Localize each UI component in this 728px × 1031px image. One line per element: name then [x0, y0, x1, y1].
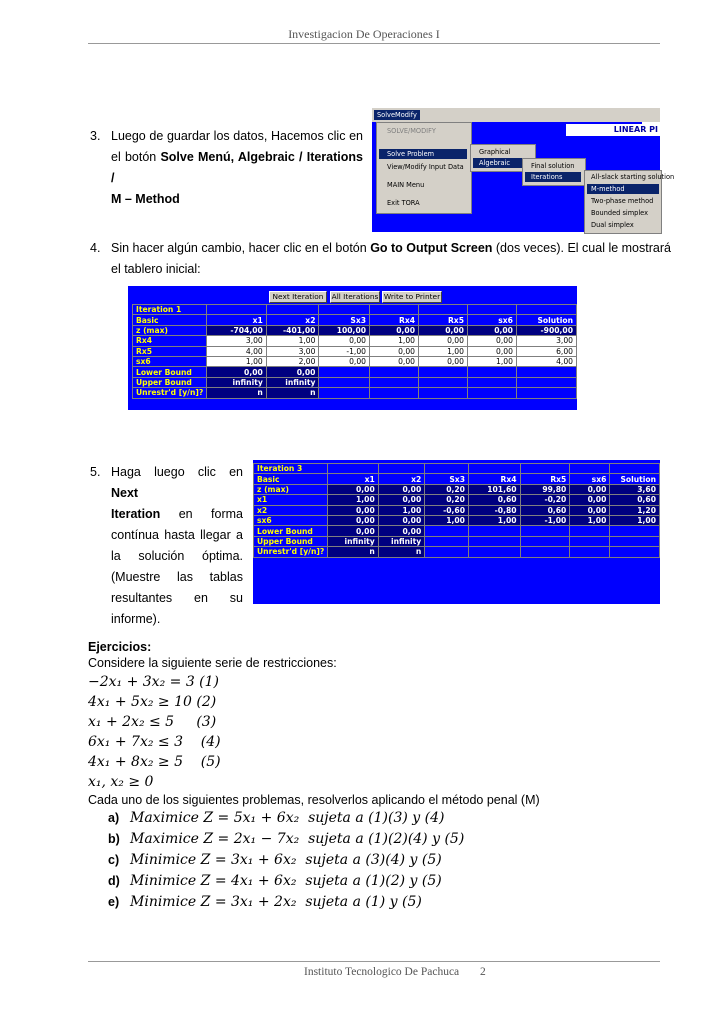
solve-menu-panel: [376, 122, 472, 214]
column-header: Basic: [254, 474, 328, 484]
column-header: Rx4: [370, 315, 419, 325]
empty-cell: [468, 464, 520, 474]
iteration3-table: [253, 463, 660, 558]
bound-label: Upper Bound: [254, 536, 328, 546]
column-header: x2: [378, 474, 424, 484]
bound-cell: 0,00: [328, 526, 379, 536]
table-cell: 99,80: [520, 484, 570, 494]
bound-cell: n: [266, 388, 319, 398]
table-row: [133, 325, 577, 335]
row-label: z (max): [133, 325, 207, 335]
table-cell: 1,00: [425, 515, 469, 525]
column-header: Rx4: [468, 474, 520, 484]
empty-cell: [467, 305, 516, 315]
bound-row: [133, 367, 577, 377]
table-cell: 6,00: [516, 346, 576, 356]
table-cell: 0,60: [520, 505, 570, 515]
problem-a: a) Maximice Z = 5x₁ + 6x₂ sujeta a (1)(3) y (4): [108, 810, 445, 826]
empty-cell: [516, 367, 576, 377]
menu-final-solution[interactable]: Final solution: [531, 162, 575, 170]
table-cell: 1,00: [378, 505, 424, 515]
column-header: Solution: [516, 315, 576, 325]
constraint-4: 6x₁ + 7x₂ ≤ 3 (4): [88, 734, 221, 750]
step5-line3: contínua hasta llegar a: [111, 528, 243, 542]
table-cell: 1,00: [370, 336, 419, 346]
iteration1-window: [128, 286, 577, 410]
empty-cell: [425, 547, 469, 557]
constraint-1: −2x₁ + 3x₂ = 3 (1): [88, 674, 220, 690]
empty-cell: [319, 367, 370, 377]
column-header: Rx5: [419, 315, 468, 325]
problem-c: c) Minimice Z = 3x₁ + 6x₂ sujeta a (3)(4) y (5): [108, 852, 442, 868]
empty-cell: [425, 536, 469, 546]
algebraic-submenu: [522, 158, 586, 186]
row-label: Rx5: [133, 346, 207, 356]
constraint-5: 4x₁ + 8x₂ ≥ 5 (5): [88, 754, 221, 770]
table-cell: 0,60: [610, 495, 660, 505]
empty-cell: [319, 377, 370, 387]
bound-cell: 0,00: [207, 367, 267, 377]
table-cell: -900,00: [516, 325, 576, 335]
table-cell: 4,00: [207, 346, 267, 356]
empty-cell: [516, 388, 576, 398]
step3-text: [111, 126, 363, 210]
table-cell: 4,00: [516, 356, 576, 366]
table-cell: 0,60: [468, 495, 520, 505]
step4-line2: el tablero inicial:: [111, 262, 201, 276]
iteration1-table: [132, 304, 577, 399]
bound-label: Upper Bound: [133, 377, 207, 387]
empty-cell: [520, 526, 570, 536]
table-cell: -401,00: [266, 325, 319, 335]
menu-m-method[interactable]: M-method: [587, 184, 659, 194]
table-cell: 3,60: [610, 484, 660, 494]
table-row: [133, 356, 577, 366]
ejercicios-title: Ejercicios:: [88, 640, 152, 654]
empty-cell: [468, 547, 520, 557]
header-rule: [88, 43, 660, 44]
all-iterations-button[interactable]: All Iterations: [331, 292, 379, 301]
problem-b: b) Maximice Z = 2x₁ − 7x₂ sujeta a (1)(2)(4) y (5): [108, 831, 465, 847]
bound-cell: n: [378, 547, 424, 557]
table-cell: 0,00: [467, 325, 516, 335]
table-cell: 0,20: [425, 484, 469, 494]
step4-number: 4.: [90, 241, 101, 255]
empty-cell: [419, 367, 468, 377]
row-label: x1: [254, 495, 328, 505]
table-cell: 1,00: [328, 495, 379, 505]
menu-main-menu[interactable]: MAIN Menu: [387, 181, 425, 189]
bound-row: [254, 547, 660, 557]
row-label: x2: [254, 505, 328, 515]
empty-cell: [378, 464, 424, 474]
bound-cell: n: [207, 388, 267, 398]
step3-line1: Luego de guardar los datos, Hacemos clic en: [111, 129, 363, 143]
table-row: [133, 336, 577, 346]
table-cell: 0,00: [370, 356, 419, 366]
empty-cell: [610, 526, 660, 536]
table-cell: -704,00: [207, 325, 267, 335]
step3-line3: M – Method: [111, 192, 180, 206]
empty-cell: [467, 367, 516, 377]
empty-cell: [468, 526, 520, 536]
empty-cell: [467, 388, 516, 398]
empty-cell: [516, 305, 576, 315]
step5-line1: Haga luego clic en Next: [111, 465, 243, 500]
table-cell: 0,00: [467, 336, 516, 346]
empty-cell: [370, 388, 419, 398]
table-row: [254, 495, 660, 505]
table-cell: -0,20: [520, 495, 570, 505]
menu-solve-problem[interactable]: Solve Problem: [379, 149, 467, 159]
table-cell: 0,00: [319, 356, 370, 366]
table-cell: 0,00: [378, 515, 424, 525]
menu-solvemodify[interactable]: SolveModify: [374, 110, 420, 120]
table-cell: 1,00: [207, 356, 267, 366]
menu-bounded-simplex[interactable]: Bounded simplex: [591, 209, 648, 217]
menu-dual-simplex[interactable]: Dual simplex: [591, 221, 634, 229]
table-cell: 101,60: [468, 484, 520, 494]
table-row: [133, 346, 577, 356]
bound-label: Lower Bound: [133, 367, 207, 377]
row-label: Rx4: [133, 336, 207, 346]
table-cell: 1,00: [610, 515, 660, 525]
iteration-title: Iteration 1: [133, 305, 207, 315]
empty-cell: [570, 464, 610, 474]
table-cell: 1,00: [467, 356, 516, 366]
column-header: Solution: [610, 474, 660, 484]
empty-cell: [610, 547, 660, 557]
table-cell: -0,80: [468, 505, 520, 515]
bound-cell: infinity: [328, 536, 379, 546]
table-cell: 1,00: [468, 515, 520, 525]
empty-cell: [328, 464, 379, 474]
footer-rule: [88, 961, 660, 962]
constraints-list: [88, 672, 221, 792]
step5-line6: resultantes en su: [111, 591, 243, 605]
table-cell: 0,00: [570, 484, 610, 494]
column-header: sx6: [467, 315, 516, 325]
step3-line2: el botón Solve Menú, Algebraic / Iterations /: [111, 150, 363, 185]
table-cell: 0,00: [319, 336, 370, 346]
bound-label: Unrestr'd [y/n]?: [254, 547, 328, 557]
menu-graphical[interactable]: Graphical: [479, 148, 511, 156]
table-cell: 1,00: [419, 346, 468, 356]
step3-number: 3.: [90, 129, 101, 143]
empty-cell: [610, 536, 660, 546]
table-cell: 0,00: [378, 484, 424, 494]
table-cell: 0,00: [467, 346, 516, 356]
next-iteration-button[interactable]: Next Iteration: [269, 291, 327, 303]
column-header: sx6: [570, 474, 610, 484]
table-cell: 1,00: [266, 336, 319, 346]
empty-cell: [425, 526, 469, 536]
menu-all-slack[interactable]: All-slack starting solution: [591, 173, 675, 181]
iterations-submenu: [584, 170, 675, 234]
linear-banner: LINEAR PI: [566, 124, 660, 136]
column-header: x1: [328, 474, 379, 484]
menu-exit-tora[interactable]: Exit TORA: [387, 199, 420, 207]
empty-cell: [570, 547, 610, 557]
page-number: 2: [480, 966, 486, 978]
table-cell: 0,00: [378, 495, 424, 505]
menu-top-item: SOLVE/MODIFY: [387, 127, 436, 135]
table-cell: 0,00: [328, 515, 379, 525]
empty-cell: [520, 536, 570, 546]
empty-cell: [319, 305, 370, 315]
table-cell: 1,20: [610, 505, 660, 515]
footer-text: Instituto Tecnologico De Pachuca: [304, 966, 460, 978]
table-cell: 100,00: [319, 325, 370, 335]
menu-two-phase[interactable]: Two-phase method: [591, 197, 654, 205]
bound-cell: infinity: [378, 536, 424, 546]
column-header: Sx3: [425, 474, 469, 484]
bound-label: Lower Bound: [254, 526, 328, 536]
page-header: Investigacion De Operaciones I: [288, 27, 440, 41]
column-header: Rx5: [520, 474, 570, 484]
iteration-title: Iteration 3: [254, 464, 328, 474]
tora-menu-screenshot: [372, 108, 675, 232]
problem-d: d) Minimice Z = 4x₁ + 6x₂ sujeta a (1)(2) y (5): [108, 873, 442, 889]
empty-cell: [520, 547, 570, 557]
bound-row: [133, 388, 577, 398]
table-cell: -1,00: [520, 515, 570, 525]
row-label: sx6: [254, 515, 328, 525]
table-cell: 3,00: [516, 336, 576, 346]
step5-number: 5.: [90, 465, 101, 479]
menu-bar: [372, 108, 660, 122]
column-header: x1: [207, 315, 267, 325]
empty-cell: [419, 388, 468, 398]
bound-cell: n: [328, 547, 379, 557]
empty-cell: [570, 526, 610, 536]
iteration3-window: [253, 460, 660, 604]
bound-row: [133, 377, 577, 387]
bound-label: Unrestr'd [y/n]?: [133, 388, 207, 398]
empty-cell: [419, 377, 468, 387]
empty-cell: [570, 536, 610, 546]
table-cell: 2,00: [266, 356, 319, 366]
problems-list: [108, 808, 464, 913]
write-printer-button[interactable]: Write to Printer: [383, 292, 441, 301]
step5-text: [111, 462, 243, 630]
ejercicios-intro: Considere la siguiente serie de restricciones:: [88, 656, 337, 670]
empty-cell: [468, 536, 520, 546]
bound-cell: infinity: [266, 377, 319, 387]
bound-row: [254, 536, 660, 546]
problem-e: e) Minimice Z = 3x₁ + 2x₂ sujeta a (1) y (5): [108, 894, 422, 910]
empty-cell: [370, 367, 419, 377]
empty-cell: [370, 305, 419, 315]
empty-cell: [467, 377, 516, 387]
table-row: [254, 505, 660, 515]
empty-cell: [370, 377, 419, 387]
step4-line1: Sin hacer algún cambio, hacer clic en el botón Go to Output Screen (dos veces). El cual le mostrará: [111, 241, 671, 255]
empty-cell: [266, 305, 319, 315]
table-cell: 0,20: [425, 495, 469, 505]
step5-line5: (Muestre las tablas: [111, 570, 243, 584]
empty-cell: [610, 464, 660, 474]
column-header: Sx3: [319, 315, 370, 325]
step5-line7: informe).: [111, 612, 161, 626]
table-cell: 0,00: [419, 325, 468, 335]
menu-iterations[interactable]: Iterations: [525, 172, 581, 182]
bound-cell: infinity: [207, 377, 267, 387]
column-header: x2: [266, 315, 319, 325]
table-cell: 1,00: [570, 515, 610, 525]
table-cell: 0,00: [570, 505, 610, 515]
column-header: Basic: [133, 315, 207, 325]
constraint-2: 4x₁ + 5x₂ ≥ 10 (2): [88, 694, 217, 710]
table-cell: 0,00: [370, 325, 419, 335]
table-cell: 0,00: [328, 484, 379, 494]
table-cell: 0,00: [370, 346, 419, 356]
constraint-6: x₁, x₂ ≥ 0: [88, 774, 154, 790]
empty-cell: [419, 305, 468, 315]
table-cell: 0,00: [570, 495, 610, 505]
empty-cell: [425, 464, 469, 474]
table-cell: -1,00: [319, 346, 370, 356]
table-cell: 3,00: [266, 346, 319, 356]
bound-row: [254, 526, 660, 536]
empty-cell: [520, 464, 570, 474]
step4-text: [111, 238, 671, 280]
table-row: [254, 484, 660, 494]
table-cell: 0,00: [419, 336, 468, 346]
table-cell: -0,60: [425, 505, 469, 515]
ejercicios-task: Cada uno de los siguientes problemas, resolverlos aplicando el método penal (M): [88, 793, 540, 807]
table-row: [254, 515, 660, 525]
menu-view-modify[interactable]: View/Modify Input Data: [387, 163, 464, 171]
empty-cell: [516, 377, 576, 387]
row-label: z (max): [254, 484, 328, 494]
table-cell: 0,00: [328, 505, 379, 515]
constraint-3: x₁ + 2x₂ ≤ 5 (3): [88, 714, 217, 730]
empty-cell: [319, 388, 370, 398]
step5-line2: Iteration en forma: [111, 507, 243, 521]
table-cell: 0,00: [419, 356, 468, 366]
bound-cell: 0,00: [266, 367, 319, 377]
bound-cell: 0,00: [378, 526, 424, 536]
table-cell: 3,00: [207, 336, 267, 346]
row-label: sx6: [133, 356, 207, 366]
empty-cell: [207, 305, 267, 315]
menu-algebraic[interactable]: Algebraic: [473, 158, 531, 168]
step5-line4: la solución óptima.: [111, 549, 243, 563]
